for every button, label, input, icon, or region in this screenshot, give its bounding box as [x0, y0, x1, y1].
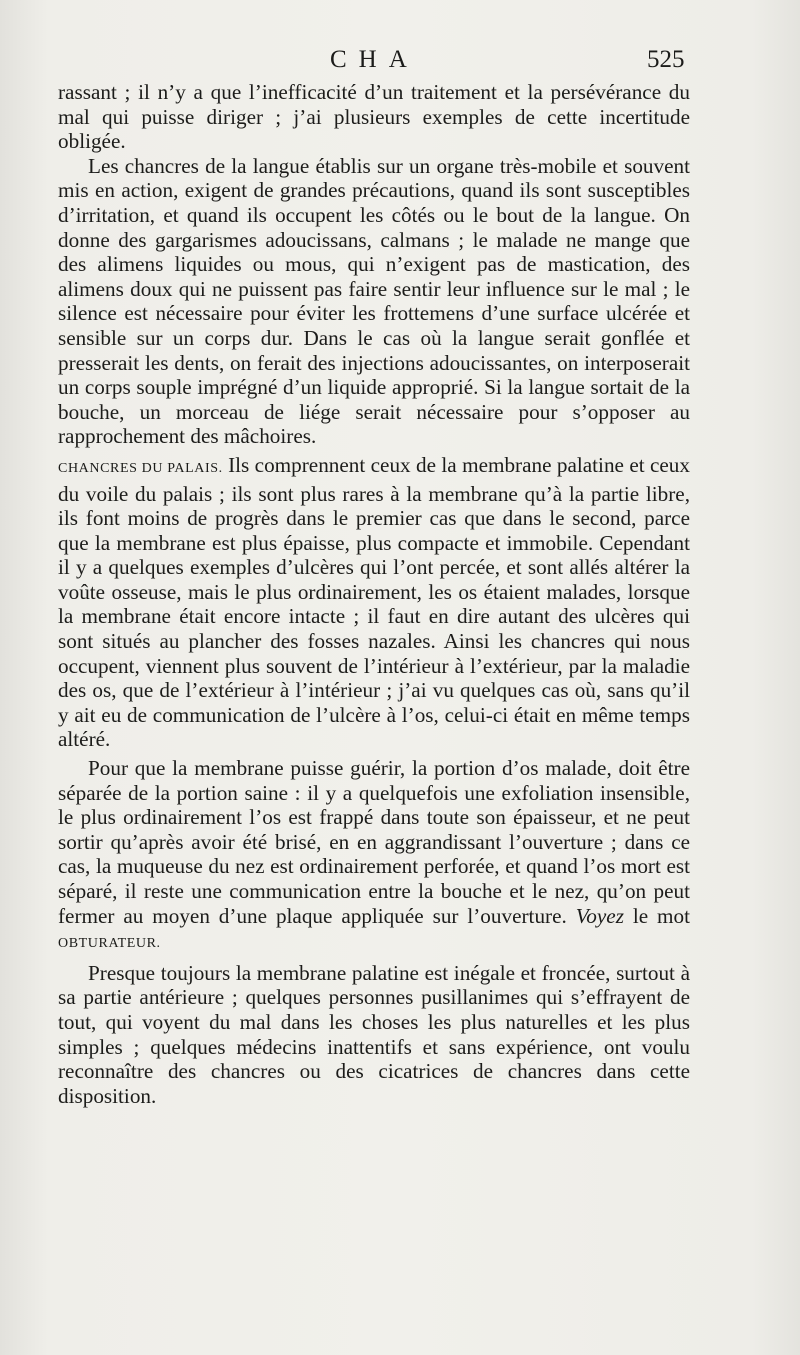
paragraph-healing	[58, 756, 690, 957]
paragraph-tongue-chancres: Les chancres de la langue établis sur un organe très-mobile et souvent mis en action, exigent de grandes précautions, quand ils sont susceptibles d’irritation, et quand ils occupent les côtés ou le bout de la langue. On donne des gargarismes adoucissans, calmans ; le malade ne mange que des alimens liquides ou mous, qui n’exigent pas de mastication, des alimens doux qui ne puissent pas faire sentir leur influence sur le mal ; le silence est nécessaire pour éviter les frottemens d’une surface ulcérée et sensible sur un corps dur. Dans le cas où la langue serait gonflée et presserait les dents, on ferait des injections adoucissantes, on interposerait un corps souple imprégné d’un liquide approprié. Si la langue sortait de la bouche, un morceau de liége serait nécessaire pour s’opposer au rapprochement des mâchoires.	[58, 153, 690, 449]
paragraph-continued: rassant ; il n’y a que l’inefficacité d’un traitement et la persévérance du mal qui puisse diriger ; j’ai plusieurs exemples de cette incertitude obligée.	[58, 80, 690, 154]
le-mot-text: le mot	[632, 903, 691, 928]
page-header	[0, 46, 800, 80]
paragraph-palatine-membrane: Presque toujours la membrane palatine est inégale et froncée, surtout à sa partie antérieure ; quelques personnes pusillanimes qui s’effrayent de tout, qui voyent du mal dans les choses les plus naturelles et les plus simples ; quelques médecins inattentifs et sans expérience, ont voulu reconnaître des chancres ou des cicatrices de chancres dans cette disposition.	[58, 960, 690, 1108]
paragraph-palate-chancres	[58, 453, 690, 752]
body-text	[58, 80, 690, 1108]
page-number: 525	[647, 46, 685, 73]
voyez-reference: Voyez	[575, 903, 624, 928]
running-head: CHA	[330, 46, 419, 73]
section-heading-palate: CHANCRES DU PALAIS.	[58, 460, 223, 476]
paragraph-healing-text: Pour que la membrane puisse guérir, la portion d’os malade, doit être séparée de la portion saine : il y a quelquefois une exfoliation insensible, le plus ordinairement l’os est frappé dans toute son épaisseur, et ne peut sortir qu’après avoir été brisé, en en aggrandissant l’ouverture ; dans ce cas, la muqueuse du nez est ordinairement perforée, et quand l’os mort est séparé, il reste une communication entre la bouche et le nez, qu’on peut fermer au moyen d’une plaque appliquée sur l’ouverture.	[58, 756, 690, 928]
paragraph-palate-text: Ils comprennent ceux de la membrane palatine et ceux du voile du palais ; ils sont plus rares à la membrane qu’à la partie libre, ils font moins de progrès dans le premier cas que dans le second, parce que la membrane est plus épaisse, plus compacte et immobile. Cependant il y a quelques exemples d’ulcères qui l’ont percée, et sont allés altérer la voûte osseuse, mais le plus ordinairement, les os étaient malades, lorsque la membrane était encore intacte ; il faut en dire autant des ulcères qui sont situés au plancher des fosses nazales. Ainsi les chancres qui nous occupent, viennent plus souvent de l’intérieur à l’extérieur, par la maladie des os, que de l’extérieur à l’intérieur ; j’ai vu quelques cas où, sans qu’il y ait eu de communication de l’ulcère à l’os, celui-ci était en même temps altéré.	[58, 452, 690, 752]
cross-reference-obturateur: OBTURATEUR.	[58, 936, 161, 952]
